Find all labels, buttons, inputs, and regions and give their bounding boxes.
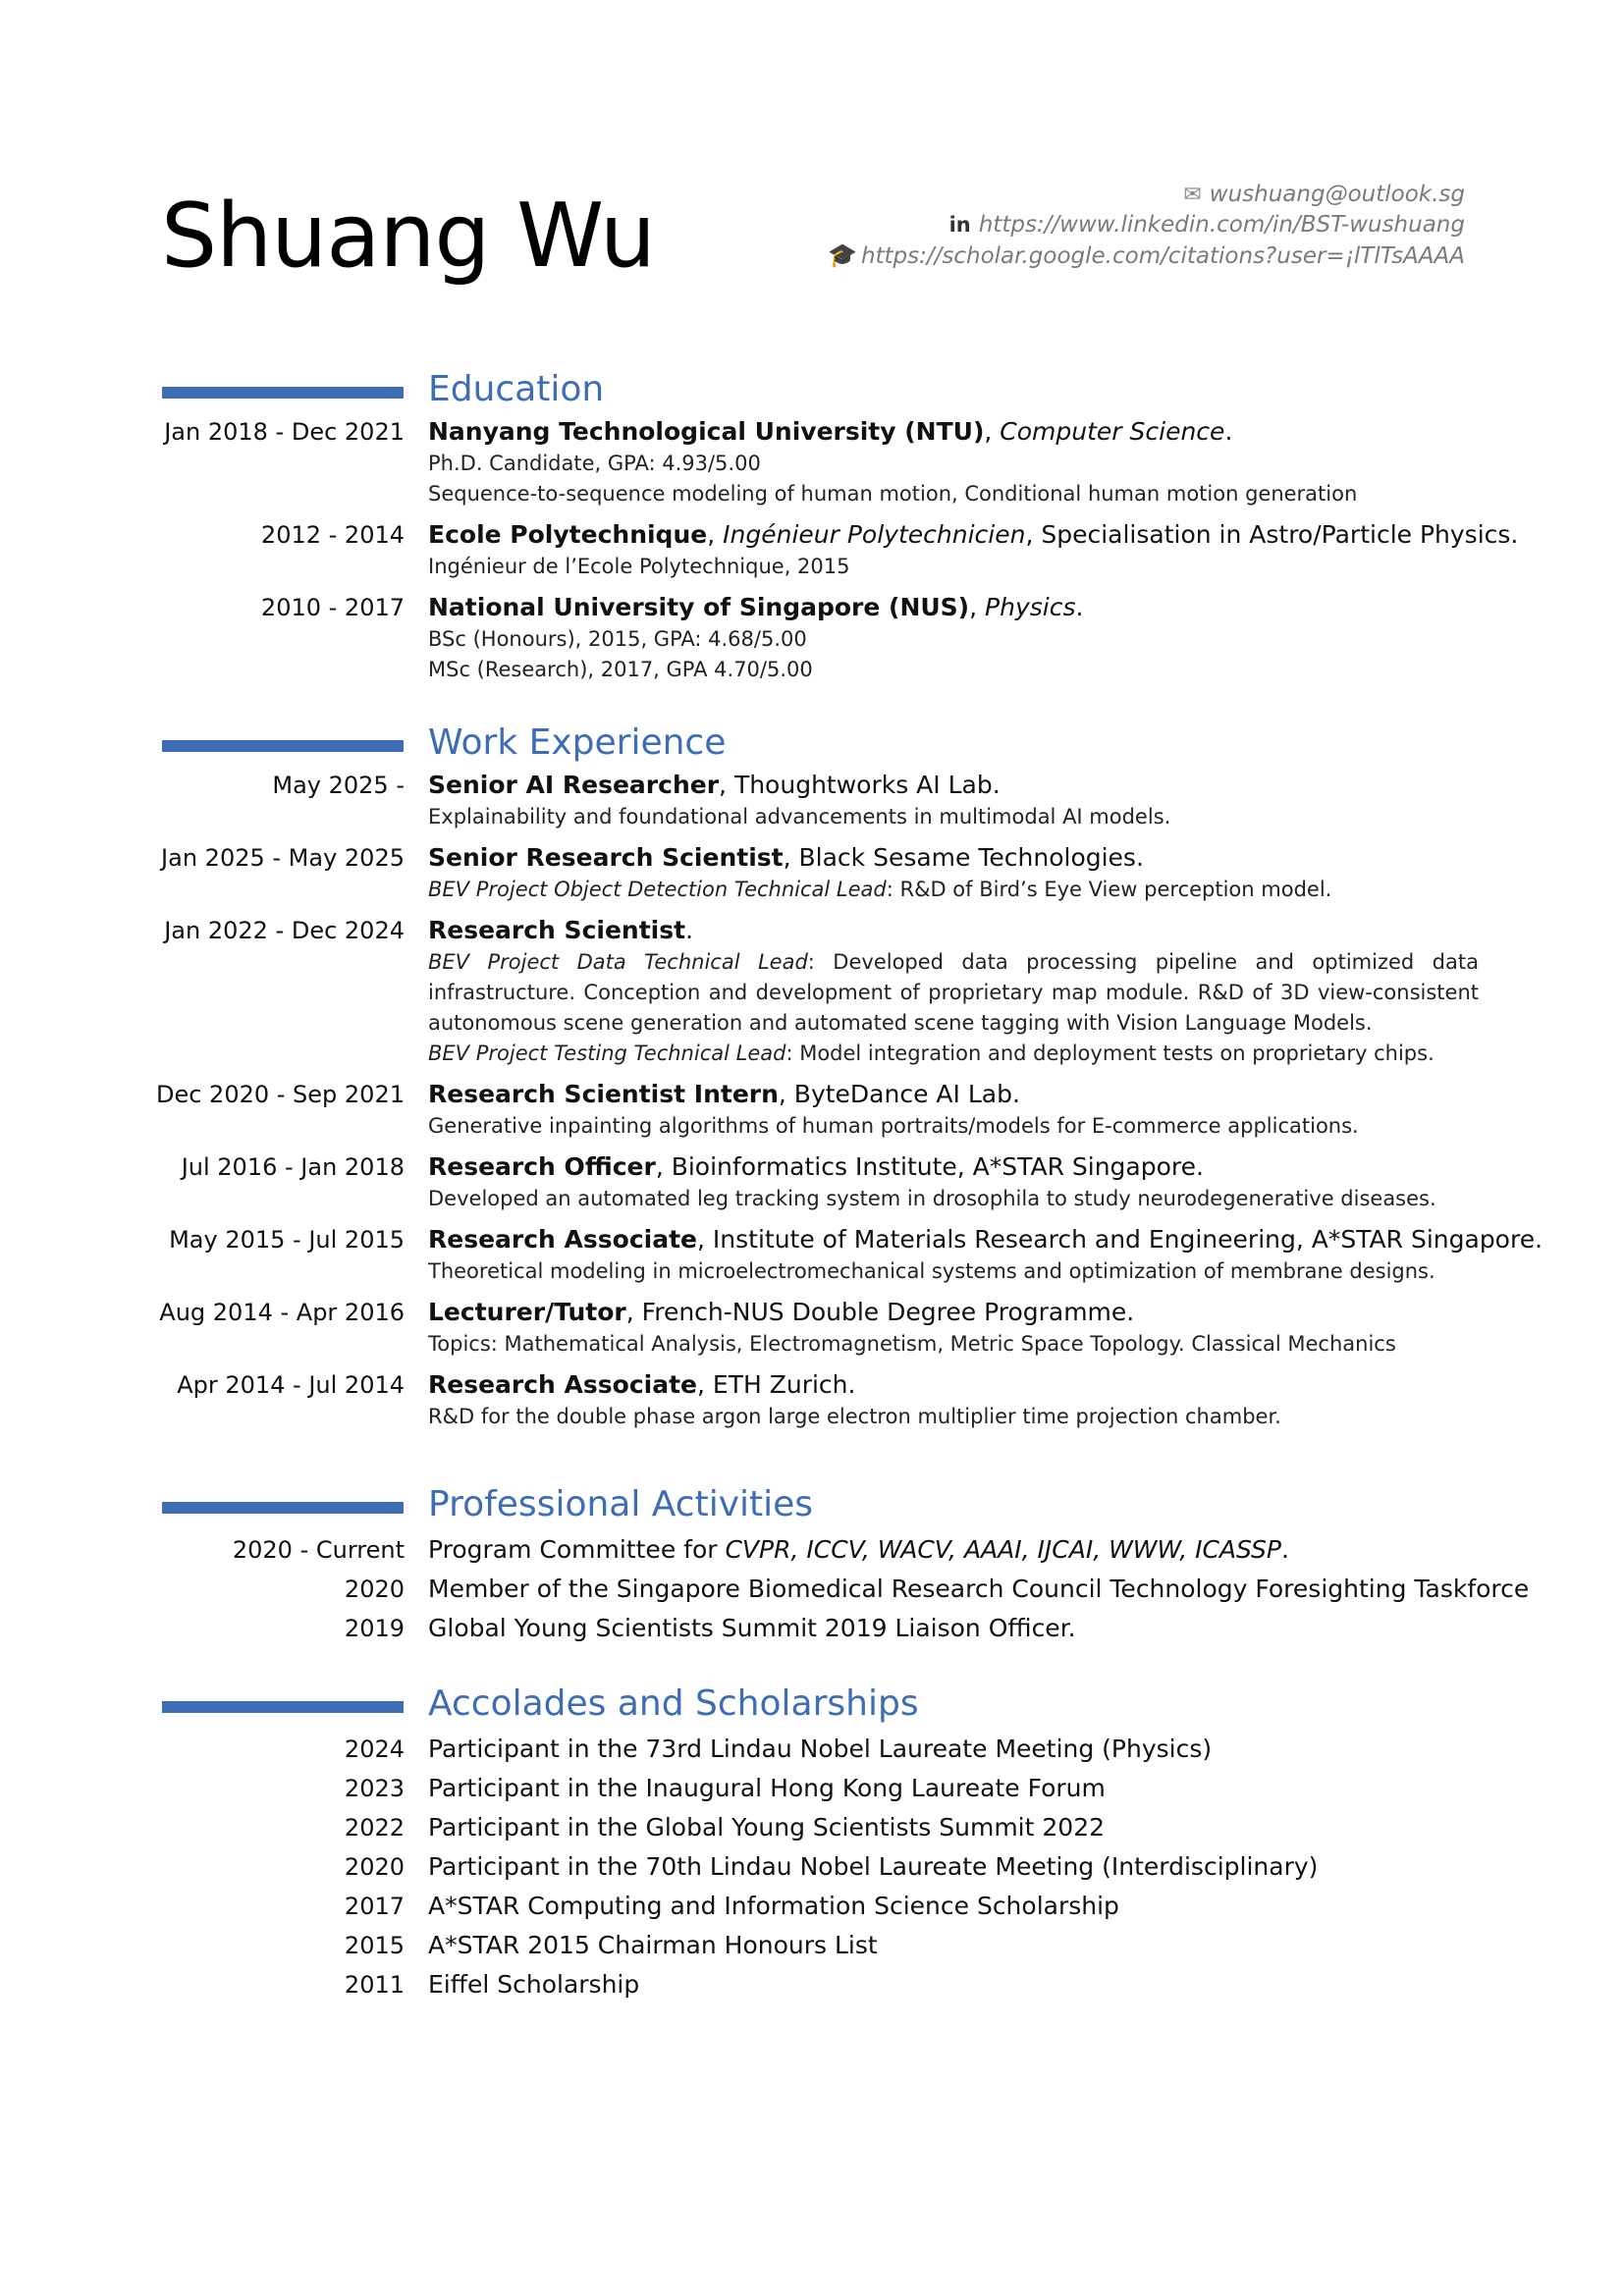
section-title: Education (428, 369, 605, 409)
entry-organisation: , Institute of Materials Research and Engineering, A*STAR Singapore. (697, 1225, 1543, 1254)
entry-title-line (428, 841, 1479, 875)
contact-line (828, 210, 1465, 240)
entry-organisation: , ETH Zurich. (697, 1370, 856, 1399)
entry-body (428, 1296, 1479, 1360)
entry-body (428, 1368, 1479, 1432)
entry-title-line (428, 1296, 1479, 1329)
entry-body (428, 1078, 1479, 1142)
item-text-main: Eiffel Scholarship (428, 1970, 640, 1999)
contact-line (828, 180, 1465, 210)
linkedin-icon: in (948, 213, 971, 237)
entry-title-line (428, 1368, 1479, 1402)
section-title: Work Experience (428, 722, 727, 763)
list-item (0, 1570, 1624, 1609)
entry-date: Apr 2014 - Jul 2014 (177, 1371, 405, 1399)
item-text-main: Participant in the 70th Lindau Nobel Laureate Meeting (Interdisciplinary) (428, 1852, 1319, 1881)
entry-title: Nanyang Technological University (NTU) (428, 417, 985, 446)
entry-detail: Theoretical modeling in microelectromechanical systems and optimization of membrane designs. (428, 1259, 1435, 1283)
entry-date: 2012 - 2014 (260, 521, 405, 549)
entry-body (428, 591, 1479, 685)
item-text-main: Program Committee for (428, 1535, 726, 1564)
contact-line (828, 240, 1465, 272)
item-year: 2017 (344, 1893, 405, 1920)
entry-date: Jan 2025 - May 2025 (161, 844, 405, 872)
list-item (0, 1965, 1624, 2004)
entry-detail: Ph.D. Candidate, GPA: 4.93/5.00 (428, 452, 761, 475)
entry-field: Physics (985, 593, 1076, 621)
entry-title-line (428, 591, 1479, 624)
entry-detail (428, 875, 1479, 905)
entry-organisation: . (1224, 417, 1233, 446)
entry-date: Jan 2018 - Dec 2021 (164, 418, 405, 446)
item-year: 2020 (344, 1575, 405, 1603)
section-bar (162, 1701, 404, 1713)
entry-detail: Explainability and foundational advancements in multimodal AI models. (428, 805, 1171, 828)
list-item (0, 1926, 1624, 1965)
entry-date: May 2015 - Jul 2015 (169, 1226, 405, 1254)
entry-title-line (428, 415, 1479, 449)
entry-body (428, 841, 1479, 905)
entry-role: BEV Project Object Detection Technical Lead (428, 878, 887, 901)
entry-title: Lecturer/Tutor (428, 1298, 626, 1326)
entry-title: National University of Singapore (NUS) (428, 593, 970, 621)
contact-text[interactable]: https://www.linkedin.com/in/BST-wushuang (978, 212, 1465, 238)
item-text (428, 1769, 1624, 1808)
entry-title-line (428, 1223, 1543, 1256)
contact-text[interactable]: https://scholar.google.com/citations?user=¡lTlTsAAAA (860, 243, 1465, 269)
entry-title: Research Scientist Intern (428, 1080, 779, 1108)
contact-info (828, 180, 1465, 272)
item-text (428, 1808, 1624, 1847)
entry-organisation: , French-NUS Double Degree Programme. (625, 1298, 1135, 1326)
entry-detail: Generative inpainting algorithms of human portraits/models for E-commerce applications. (428, 1114, 1359, 1138)
item-year: 2015 (344, 1932, 405, 1959)
entry-detail: Developed an automated leg tracking system in drosophila to study neurodegenerative diseases. (428, 1187, 1436, 1210)
item-year: 2022 (344, 1814, 405, 1842)
entry-organisation: . (685, 916, 694, 944)
envelope-icon: ✉ (1183, 183, 1202, 207)
entry-date: May 2025 - (272, 772, 405, 799)
cv-entry (0, 1150, 1624, 1214)
entry-title: Senior AI Researcher (428, 771, 720, 799)
entry-detail (428, 1039, 1479, 1069)
item-text-main: Global Young Scientists Summit 2019 Liaison Officer. (428, 1614, 1076, 1642)
entry-title: Research Scientist (428, 916, 686, 944)
entry-title: Research Associate (428, 1225, 698, 1254)
entry-organisation: . (1075, 593, 1084, 621)
entry-body (428, 1150, 1479, 1214)
list-item (0, 1730, 1624, 1769)
item-year: 2020 (344, 1853, 405, 1881)
entry-role: BEV Project Testing Technical Lead (428, 1041, 786, 1065)
item-text-main: Participant in the Inaugural Hong Kong Laureate Forum (428, 1774, 1106, 1802)
item-year: 2020 - Current (232, 1536, 405, 1564)
contact-text[interactable]: wushuang@outlook.sg (1209, 182, 1465, 207)
section-title: Professional Activities (428, 1484, 814, 1524)
entry-body (428, 769, 1479, 832)
item-text-main: Participant in the Global Young Scientists Summit 2022 (428, 1813, 1106, 1842)
entry-detail: Ingénieur de l’Ecole Polytechnique, 2015 (428, 555, 850, 578)
entry-organisation: , Bioinformatics Institute, A*STAR Singapore. (655, 1152, 1204, 1181)
item-text (428, 1530, 1624, 1570)
item-text (428, 1730, 1624, 1769)
entry-date: Aug 2014 - Apr 2016 (159, 1299, 405, 1326)
entry-detail: Topics: Mathematical Analysis, Electromagnetism, Metric Space Topology. Classical Mechanics (428, 1332, 1396, 1356)
item-text (428, 1609, 1624, 1648)
item-year: 2024 (344, 1735, 405, 1763)
entry-title: Senior Research Scientist (428, 843, 784, 872)
section-education (0, 366, 1624, 685)
item-text (428, 1570, 1624, 1609)
cv-entry (0, 591, 1624, 685)
entry-title-line (428, 914, 1479, 947)
cv-entry (0, 415, 1624, 509)
section-professional-activities (0, 1481, 1624, 1648)
entry-title: Research Associate (428, 1370, 698, 1399)
cv-entry (0, 841, 1624, 905)
item-text-main: Member of the Singapore Biomedical Research Council Technology Foresighting Taskforce (428, 1575, 1530, 1603)
cv-entry (0, 1223, 1624, 1287)
entry-detail: MSc (Research), 2017, GPA 4.70/5.00 (428, 658, 813, 681)
item-text-main: Participant in the 73rd Lindau Nobel Laureate Meeting (Physics) (428, 1735, 1213, 1763)
entry-body (428, 518, 1519, 582)
entry-organisation: , ByteDance AI Lab. (778, 1080, 1020, 1108)
section-bar (162, 387, 404, 399)
entry-field: Computer Science (1000, 417, 1225, 446)
list-item (0, 1887, 1624, 1926)
item-text-main: A*STAR 2015 Chairman Honours List (428, 1931, 878, 1959)
entry-separator: , (969, 593, 986, 621)
list-item (0, 1847, 1624, 1887)
entry-organisation: , Specialisation in Astro/Particle Physics. (1025, 520, 1519, 549)
item-text-main: A*STAR Computing and Information Science Scholarship (428, 1892, 1119, 1920)
cv-entry (0, 914, 1624, 1069)
section-bar (162, 1502, 404, 1514)
entry-role: BEV Project Data Technical Lead (428, 950, 808, 974)
list-item (0, 1769, 1624, 1808)
item-year: 2023 (344, 1775, 405, 1802)
entry-detail: Sequence-to-sequence modeling of human motion, Conditional human motion generation (428, 482, 1358, 506)
section-title: Accolades and Scholarships (428, 1683, 919, 1724)
item-year: 2011 (344, 1971, 405, 1999)
entry-title: Research Officer (428, 1152, 656, 1181)
entry-detail (428, 947, 1479, 1039)
cv-entry (0, 769, 1624, 832)
item-text (428, 1887, 1624, 1926)
section-bar (162, 740, 404, 752)
list-item (0, 1530, 1624, 1570)
list-item (0, 1808, 1624, 1847)
entry-separator: , (707, 520, 724, 549)
cv-entry (0, 1368, 1624, 1432)
section-work-experience (0, 720, 1624, 1432)
person-name: Shuang Wu (161, 185, 655, 288)
entry-date: 2010 - 2017 (260, 594, 405, 621)
item-text (428, 1926, 1624, 1965)
section-accolades-scholarships (0, 1681, 1624, 2004)
entry-title: Ecole Polytechnique (428, 520, 708, 549)
cv-entry (0, 1078, 1624, 1142)
entry-detail: R&D for the double phase argon large electron multiplier time projection chamber. (428, 1405, 1281, 1428)
entry-date: Jan 2022 - Dec 2024 (164, 917, 405, 944)
cv-entry (0, 1296, 1624, 1360)
entry-separator: , (984, 417, 1001, 446)
entry-title-line (428, 1078, 1479, 1111)
item-text-tail: . (1280, 1535, 1289, 1564)
item-year: 2019 (344, 1615, 405, 1642)
entry-title-line (428, 769, 1479, 802)
entry-body (428, 415, 1479, 509)
entry-description: : Developed data processing pipeline and optimized data infrastructure. Conception and development of proprietary map module. R&D of 3D view-consistent autonomous scene generation and automated scene tagging with Vision Language Models. (428, 950, 1479, 1035)
item-text (428, 1847, 1624, 1887)
entry-date: Dec 2020 - Sep 2021 (155, 1081, 405, 1108)
entry-detail: BSc (Honours), 2015, GPA: 4.68/5.00 (428, 627, 807, 651)
entry-date: Jul 2016 - Jan 2018 (181, 1153, 405, 1181)
cv-entry (0, 518, 1624, 582)
entry-organisation: , Black Sesame Technologies. (783, 843, 1144, 872)
entry-organisation: , Thoughtworks AI Lab. (719, 771, 1001, 799)
graduation-cap-icon: 🎓 (828, 241, 857, 269)
entry-title-line (428, 1150, 1479, 1184)
entry-body (428, 914, 1479, 1069)
entry-field: Ingénieur Polytechnicien (723, 520, 1026, 549)
entry-body (428, 1223, 1543, 1287)
entry-description: : R&D of Bird’s Eye View perception model. (886, 878, 1332, 901)
entry-title-line (428, 518, 1519, 552)
list-item (0, 1609, 1624, 1648)
item-text (428, 1965, 1624, 2004)
item-text-italic: CVPR, ICCV, WACV, AAAI, IJCAI, WWW, ICASSP (725, 1535, 1281, 1564)
entry-description: : Model integration and deployment tests on proprietary chips. (785, 1041, 1435, 1065)
